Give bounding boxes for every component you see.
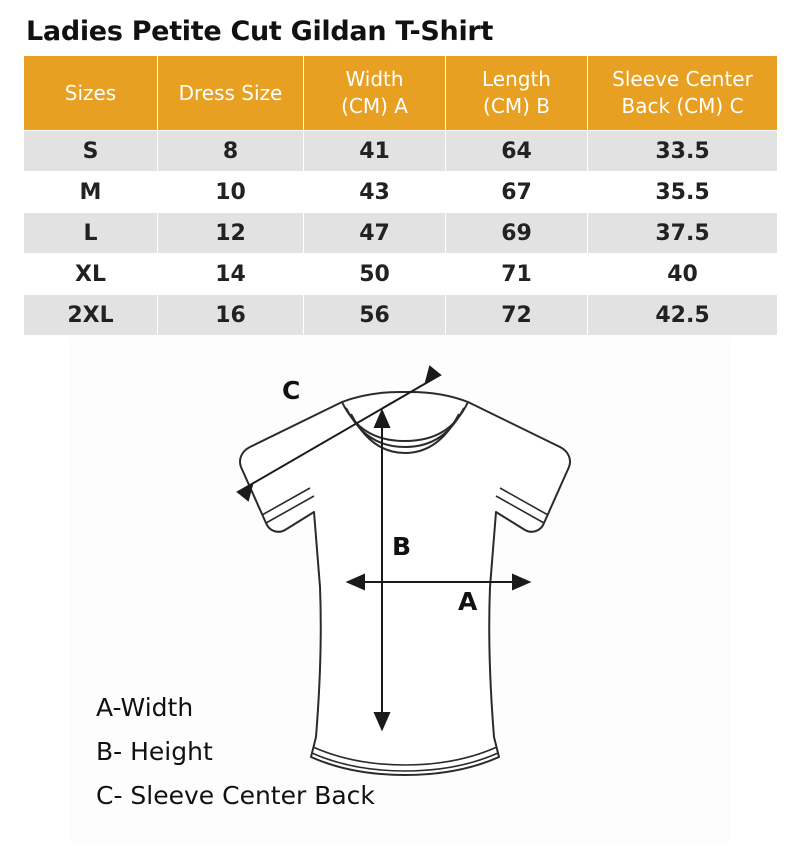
column-header-length-line2: (CM) B bbox=[483, 94, 550, 118]
cell-dress-size: 8 bbox=[158, 131, 304, 172]
cell-length: 71 bbox=[446, 254, 588, 295]
cell-length: 72 bbox=[446, 295, 588, 336]
cell-width: 41 bbox=[304, 131, 446, 172]
table-body bbox=[24, 131, 778, 336]
cell-dress-size: 16 bbox=[158, 295, 304, 336]
column-header-width-line2: (CM) A bbox=[341, 94, 408, 118]
cell-width: 50 bbox=[304, 254, 446, 295]
column-header-sleeve-line1: Sleeve Center bbox=[612, 67, 753, 91]
table-row bbox=[24, 213, 778, 254]
column-header-width bbox=[304, 56, 446, 131]
measure-label-a: A bbox=[458, 587, 478, 616]
cell-size: XL bbox=[24, 254, 158, 295]
cell-sleeve: 35.5 bbox=[588, 172, 778, 213]
page-title: Ladies Petite Cut Gildan T-Shirt bbox=[26, 16, 494, 47]
cell-size: L bbox=[24, 213, 158, 254]
table-header-row bbox=[24, 56, 778, 131]
cell-width: 47 bbox=[304, 213, 446, 254]
column-header-sizes-line1: Sizes bbox=[64, 80, 117, 105]
legend bbox=[96, 686, 375, 818]
cell-size: 2XL bbox=[24, 295, 158, 336]
cell-length: 67 bbox=[446, 172, 588, 213]
cell-size: S bbox=[24, 131, 158, 172]
cell-length: 69 bbox=[446, 213, 588, 254]
column-header-sleeve bbox=[588, 56, 778, 131]
column-header-sleeve-line2: Back (CM) C bbox=[621, 94, 744, 118]
cell-sleeve: 40 bbox=[588, 254, 778, 295]
cell-width: 43 bbox=[304, 172, 446, 213]
cell-dress-size: 10 bbox=[158, 172, 304, 213]
cell-size: M bbox=[24, 172, 158, 213]
legend-item-a: A-Width bbox=[96, 693, 194, 722]
column-header-length-line1: Length bbox=[482, 67, 551, 91]
column-header-length bbox=[446, 56, 588, 131]
cell-dress-size: 12 bbox=[158, 213, 304, 254]
table-header bbox=[24, 56, 778, 131]
column-header-dress-size bbox=[158, 56, 304, 131]
table-row bbox=[24, 254, 778, 295]
cell-length: 64 bbox=[446, 131, 588, 172]
cell-dress-size: 14 bbox=[158, 254, 304, 295]
cell-sleeve: 42.5 bbox=[588, 295, 778, 336]
column-header-sizes bbox=[24, 56, 158, 131]
legend-item-b: B- Height bbox=[96, 737, 213, 766]
cell-sleeve: 37.5 bbox=[588, 213, 778, 254]
table-row bbox=[24, 131, 778, 172]
legend-item-c: C- Sleeve Center Back bbox=[96, 781, 375, 810]
column-header-width-line1: Width bbox=[345, 67, 404, 91]
cell-sleeve: 33.5 bbox=[588, 131, 778, 172]
column-header-dress-size-line1: Dress Size bbox=[178, 80, 283, 105]
cell-width: 56 bbox=[304, 295, 446, 336]
table-row bbox=[24, 172, 778, 213]
measure-label-c: C bbox=[282, 376, 301, 405]
table-row bbox=[24, 295, 778, 336]
measure-label-b: B bbox=[392, 532, 412, 561]
size-chart-table bbox=[23, 55, 778, 336]
